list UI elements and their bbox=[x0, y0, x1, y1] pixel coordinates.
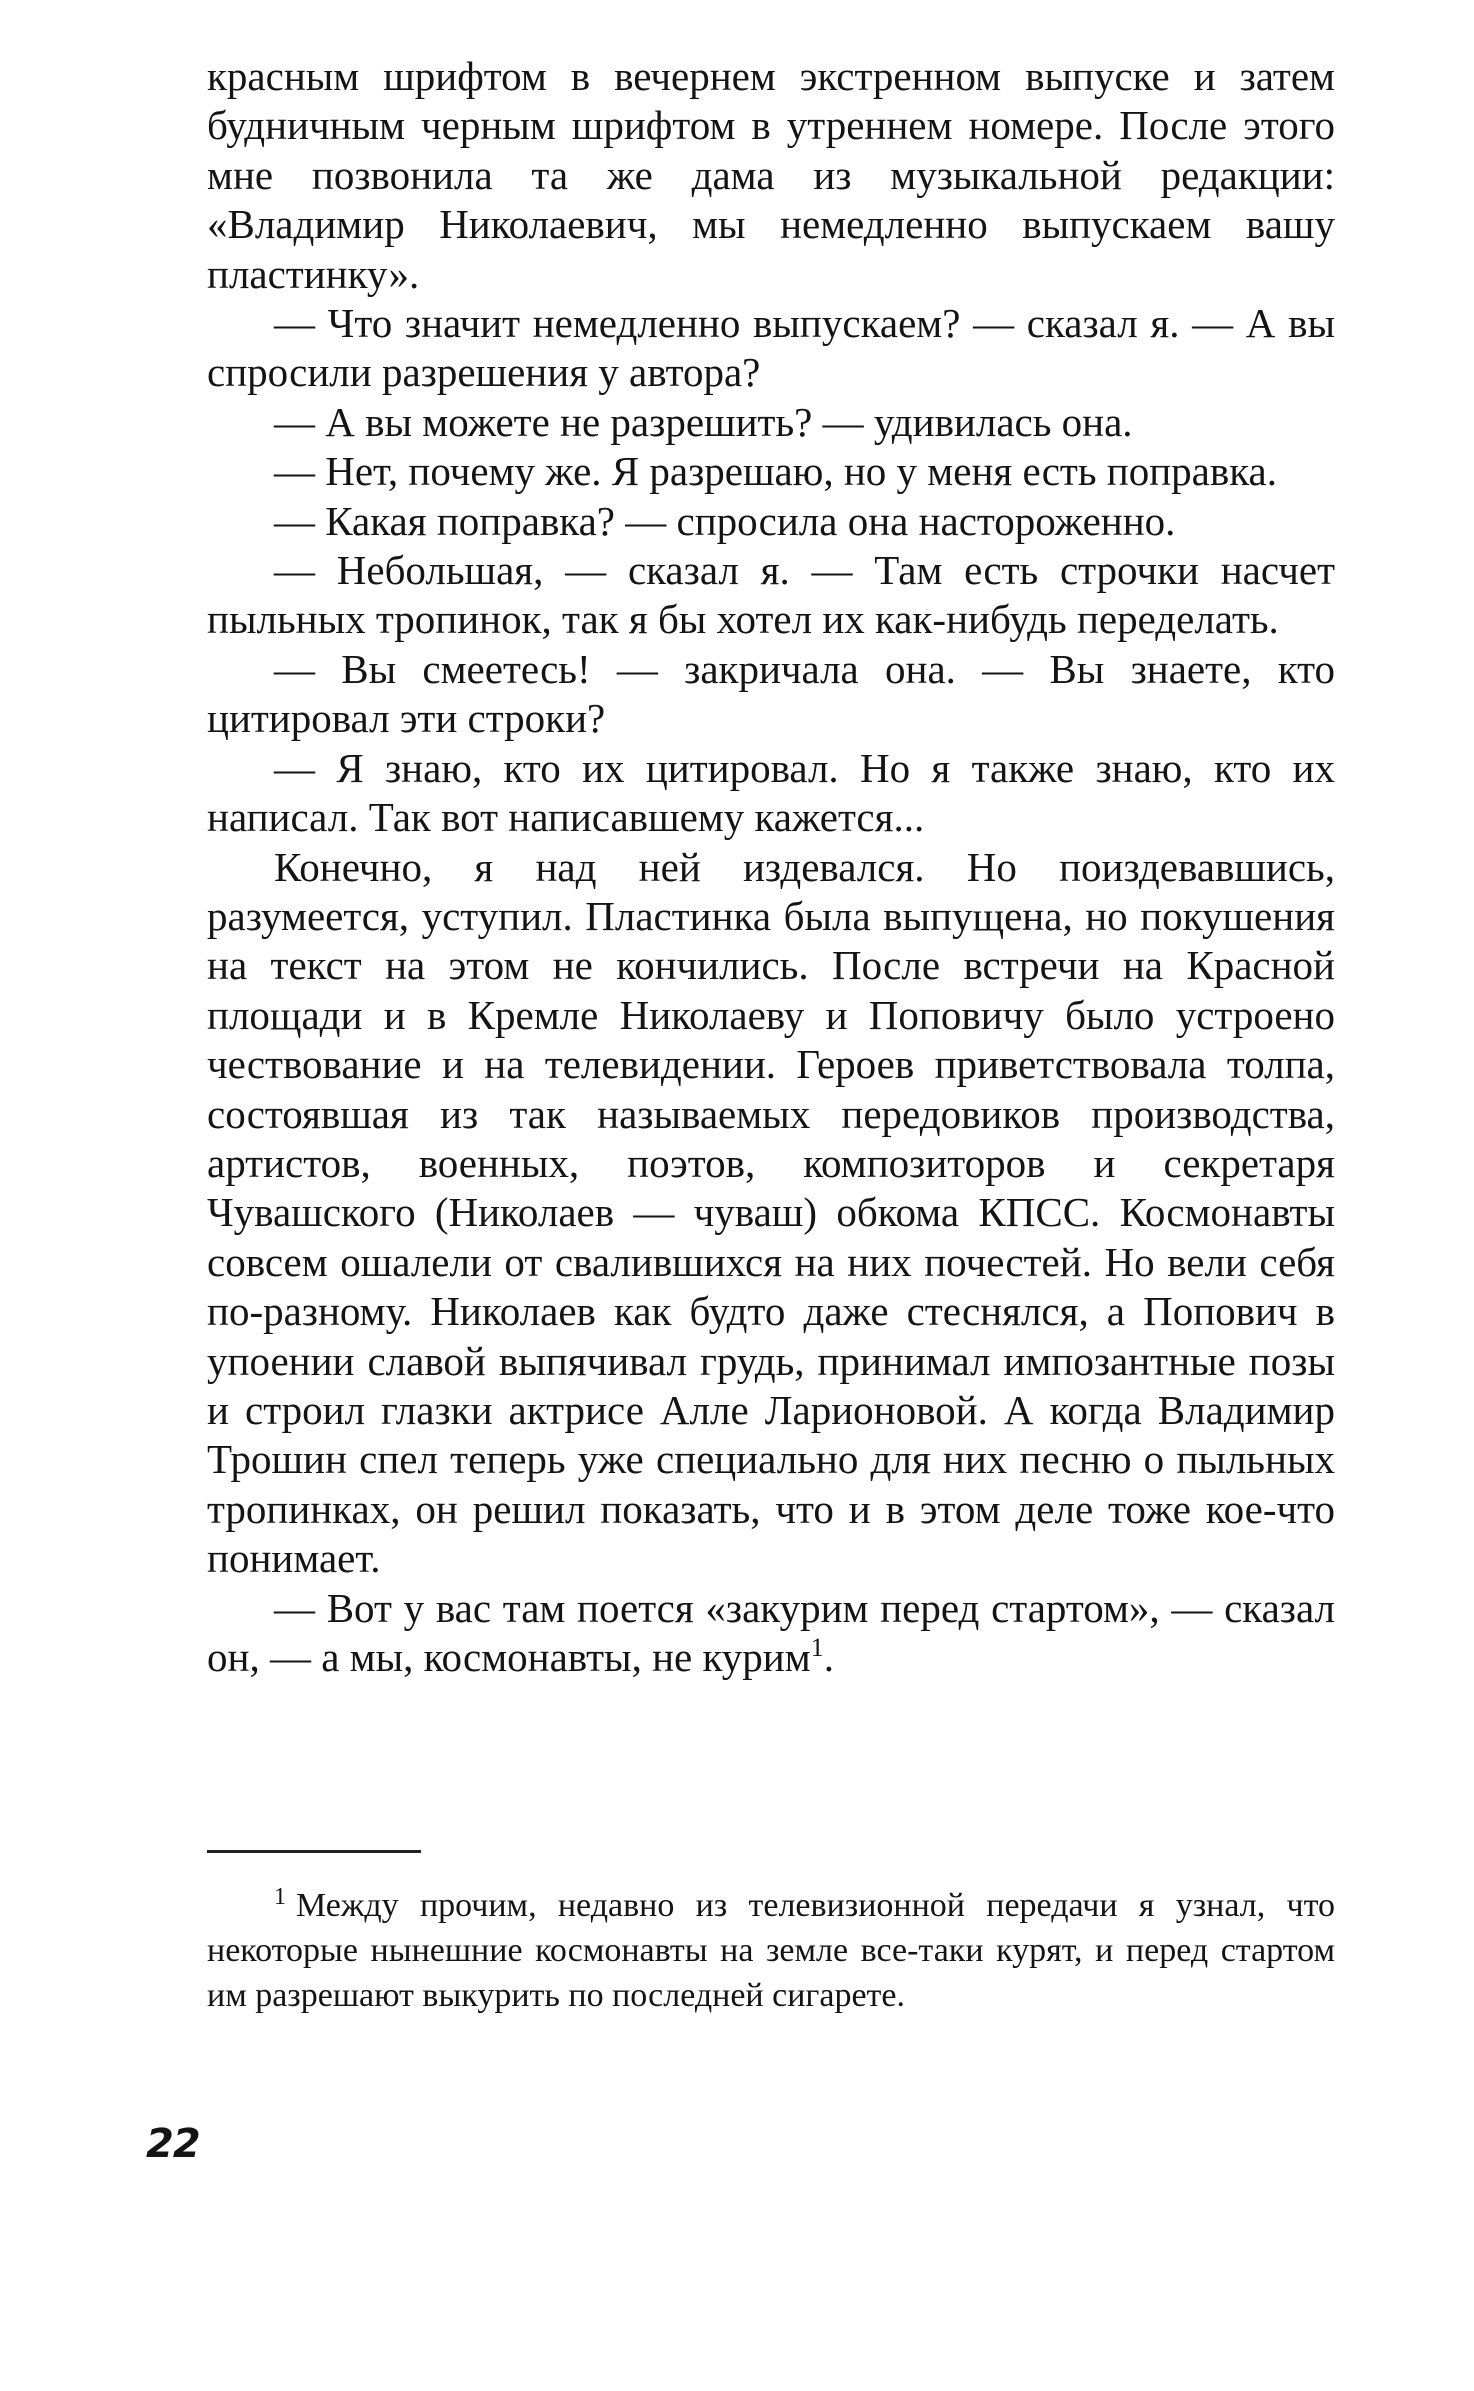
paragraph: красным шрифтом в вечернем экстренном выпуске и затем будничным черным шрифтом в утреннем номере. После этого мне позвонила та же дама из музыкальной редакции: «Владимир Николаевич, мы немедленно выпускаем вашу пластинку». bbox=[207, 53, 1335, 297]
paragraph: — А вы можете не разрешить? — удивилась она. bbox=[274, 398, 1133, 445]
page-number: 22 bbox=[146, 2121, 200, 2167]
paragraph: — Нет, почему же. Я разрешаю, но у меня есть поправка. bbox=[274, 448, 1277, 495]
paragraph: — Я знаю, кто их цитировал. Но я также знаю, кто их написал. Так вот написавшему кажется... bbox=[207, 744, 1335, 841]
paragraph: — Какая поправка? — спросила она настороженно. bbox=[274, 497, 1176, 544]
paragraph: — Небольшая, — сказал я. — Там есть строчки насчет пыльных тропинок, так я бы хотел их как-нибудь переделать. bbox=[207, 547, 1335, 643]
paragraph: — Вы смеетесь! — закричала она. — Вы знаете, кто цитировал эти строки? bbox=[207, 645, 1335, 742]
paragraph-last bbox=[207, 1584, 1335, 1683]
footnote-reference[interactable]: 1 bbox=[810, 1633, 824, 1662]
paragraph: Конечно, я над ней издевался. Но поиздевавшись, разумеется, уступил. Пластинка была выпущена, но покушения на текст на этом не кончились. После встречи на Красной площади и в Кремле Николаеву и Поповичу было устроено чествование и на телевидении. Героев приветствовала толпа, состоявшая из так называемых передовиков производства, артистов, военных, поэтов, композиторов и секретаря Чувашского (Николаев — чуваш) обкома КПСС. Космонавты совсем ошалели от свалившихся на них почестей. Но вели себя по-разному. Николаев как будто даже стеснялся, а Попович в упоении славой выпячивал грудь, принимал импозантные позы и строил глазки актрисе Алле Ларионовой. А когда Владимир Трошин спел теперь уже специально для них песню о пыльных тропинках, он решил показать, что и в этом деле тоже кое-что понимает. bbox=[207, 843, 1335, 1582]
footnote-divider bbox=[207, 1850, 421, 1853]
page-body bbox=[207, 52, 1335, 1682]
main-text bbox=[207, 52, 1335, 1682]
footnote bbox=[207, 1883, 1335, 2018]
paragraph-last-text: — Вот у вас там поется «закурим перед стартом», — сказал он, — а мы, космонавты, не курим bbox=[207, 1584, 1335, 1680]
paragraph: — Что значит немедленно выпускаем? — сказал я. — А вы спросили разрешения у автора? bbox=[207, 300, 1335, 396]
paragraph-last-end: . bbox=[823, 1634, 834, 1680]
footnote-mark: 1 bbox=[274, 1884, 286, 1910]
footnote-text: Между прочим, недавно из телевизионной передачи я узнал, что некоторые нынешние космонавты на земле все-таки курят, и перед стартом им разрешают выкурить по последней сигарете. bbox=[207, 1887, 1335, 2014]
